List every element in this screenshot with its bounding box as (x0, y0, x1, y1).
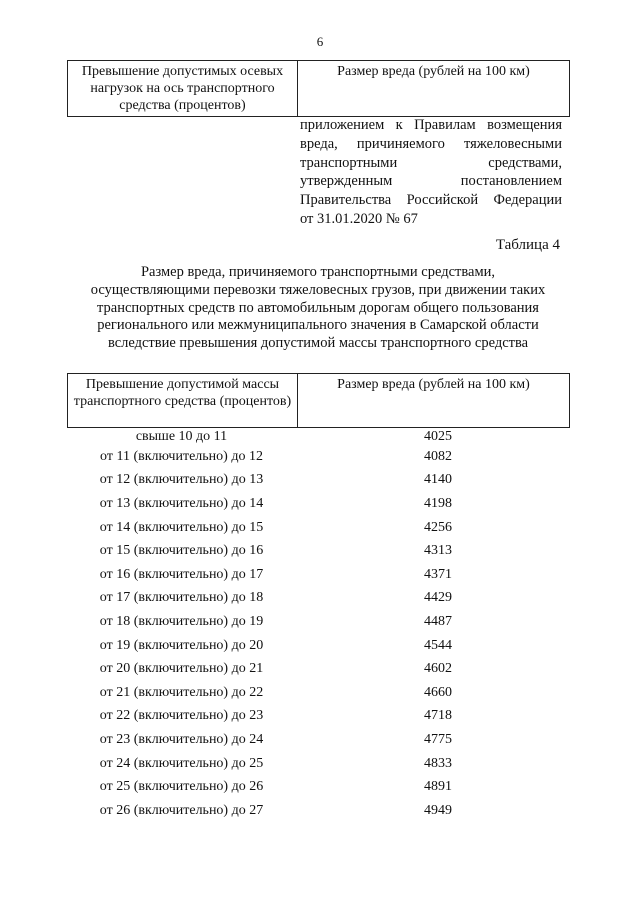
damage-value: 4718 (424, 708, 452, 724)
damage-value: 4833 (424, 755, 452, 771)
table-row (67, 539, 570, 563)
mass-excess-range: от 14 (включительно) до 15 (99, 519, 264, 535)
mass-excess-range: от 24 (включительно) до 25 (99, 755, 264, 771)
title-line: транспортных средств по автомобильным дорогам общего пользования (97, 299, 539, 316)
table-label: Таблица 4 (495, 237, 560, 253)
table-title (66, 264, 570, 353)
mass-excess-range: от 18 (включительно) до 19 (99, 613, 264, 629)
damage-amount-header: Размер вреда (рублей на 100 км) (298, 61, 570, 117)
table-row (67, 492, 570, 516)
table-row (67, 705, 570, 729)
damage-value: 4602 (424, 661, 452, 677)
mass-excess-range: от 19 (включительно) до 20 (99, 637, 264, 653)
table-row (67, 445, 570, 469)
table-row (67, 563, 570, 587)
table-row (67, 728, 570, 752)
table-row (67, 469, 570, 493)
damage-value: 4487 (424, 613, 452, 629)
approval-note (300, 116, 562, 229)
table-row (67, 775, 570, 799)
approval-line: от 31.01.2020 № 67 (300, 210, 418, 227)
page-number: 6 (316, 34, 324, 49)
table-row (67, 657, 570, 681)
mass-excess-range: от 20 (включительно) до 21 (99, 661, 264, 677)
damage-value: 4891 (424, 779, 452, 795)
mass-excess-header: Превышение допустимой массы транспортного средства (процентов) (68, 374, 298, 428)
mass-excess-range: свыше 10 до 11 (135, 428, 228, 444)
mass-excess-range: от 23 (включительно) до 24 (99, 731, 264, 747)
damage-value: 4660 (424, 684, 452, 700)
table-row (67, 634, 570, 658)
title-line: осуществляющими перевозки тяжеловесных грузов, при движении таких (90, 281, 546, 298)
table-row (67, 681, 570, 705)
damage-amount-header: Размер вреда (рублей на 100 км) (298, 374, 570, 428)
table-row (67, 516, 570, 540)
mass-excess-range: от 16 (включительно) до 17 (99, 566, 264, 582)
damage-value: 4140 (424, 472, 452, 488)
damage-table-body (67, 428, 570, 823)
mass-excess-range: от 12 (включительно) до 13 (99, 472, 264, 488)
table-row (67, 428, 570, 445)
damage-value: 4371 (424, 566, 452, 582)
title-line: регионального или межмуниципального значения в Самарской области (97, 317, 539, 334)
axle-load-excess-header: Превышение допустимых осевых нагрузок на ось транспортного средства (процентов) (68, 61, 298, 117)
table-row (67, 752, 570, 776)
mass-excess-range: от 13 (включительно) до 14 (99, 495, 264, 511)
mass-excess-range: от 11 (включительно) до 12 (100, 448, 263, 464)
damage-table-header (67, 373, 570, 428)
table-row (67, 799, 570, 823)
approval-line: вреда, причиняемого тяжеловесными (300, 135, 562, 152)
title-line: Размер вреда, причиняемого транспортными средствами, (140, 264, 496, 280)
table-row (67, 610, 570, 634)
mass-excess-range: от 17 (включительно) до 18 (99, 590, 264, 606)
mass-excess-range: от 22 (включительно) до 23 (99, 708, 264, 724)
approval-line: приложением к Правилам возмещения (300, 117, 562, 133)
damage-value: 4775 (424, 731, 452, 747)
damage-value: 4082 (424, 448, 452, 464)
mass-excess-range: от 26 (включительно) до 27 (99, 802, 264, 818)
damage-value: 4429 (424, 590, 452, 606)
damage-value: 4313 (424, 543, 452, 559)
damage-value: 4949 (424, 802, 452, 818)
damage-value: 4544 (424, 637, 452, 653)
mass-excess-range: от 25 (включительно) до 26 (99, 779, 264, 795)
damage-value: 4198 (424, 495, 452, 511)
continuation-table-header (67, 60, 570, 117)
damage-value: 4025 (424, 428, 452, 444)
approval-line: утвержденным постановлением (300, 173, 562, 190)
title-line: вследствие превышения допустимой массы транспортного средства (107, 335, 529, 352)
table-row (67, 587, 570, 611)
mass-excess-range: от 21 (включительно) до 22 (99, 684, 264, 700)
approval-line: Правительства Российской Федерации (300, 192, 562, 209)
mass-excess-range: от 15 (включительно) до 16 (99, 543, 264, 559)
damage-value: 4256 (424, 519, 452, 535)
approval-line: транспортными средствами, (300, 154, 562, 171)
